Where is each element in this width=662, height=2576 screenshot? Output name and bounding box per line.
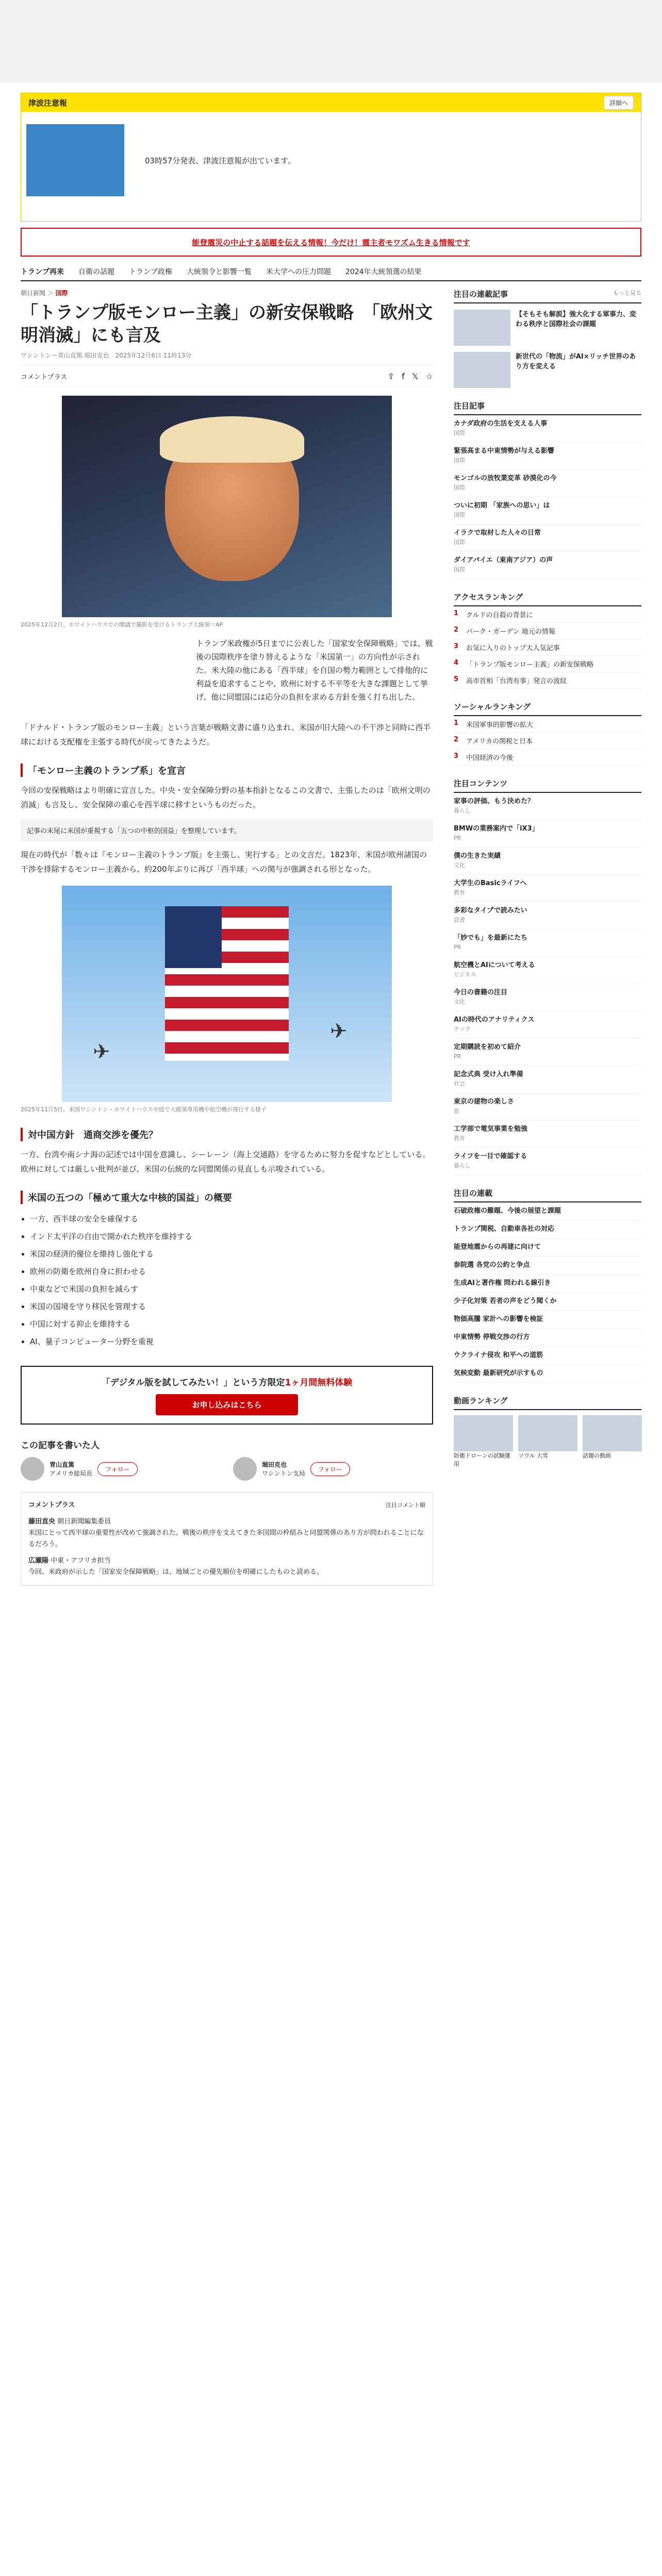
list-item: • 米国の国境を守り移民を管理する [30, 1298, 433, 1315]
list-item[interactable] [454, 1011, 641, 1039]
comment-heading: コメントプラス [28, 1501, 75, 1509]
ranking-item[interactable] [454, 623, 641, 639]
feature-item[interactable] [454, 310, 641, 346]
thumbnail [454, 310, 510, 346]
lede-spacer [21, 637, 196, 714]
alert-message: 03時57分発表、津波注意報が出ています。 [145, 156, 295, 165]
flag-canton [165, 906, 222, 968]
list-item[interactable] [454, 415, 641, 443]
list-title: ダイアパイエ（東南アジア）の声 [454, 556, 553, 564]
tab-2[interactable]: トランプ政権 [129, 268, 172, 276]
body-paragraph-3: 現在の時代が「数々は『モンロー主義のトランプ版』を主張し、実行する」との文言だ。1823年、米国が欧州諸国の干渉を排除するモンロー主義から、約200年ぶりに再び「西半球」への関与が強調される形となった。 [21, 850, 427, 874]
list-section: 国際 [454, 484, 465, 491]
rank-number: 3 [454, 642, 459, 650]
crumb-site[interactable]: 朝日新聞 [21, 290, 46, 297]
sidebar-heading-text: 動画ランキング [454, 1396, 508, 1405]
list-item: • インド太平洋の自由で開かれた秩序を維持する [30, 1228, 433, 1245]
list-title: 航空機とAIについて考える [454, 961, 535, 969]
rank-title: 米国軍事的影響の拡大 [466, 721, 534, 729]
list-section: 暮らし [454, 807, 471, 814]
list-item[interactable]: トランプ関税、自動車各社の対応 [454, 1221, 641, 1239]
sidebar-heading [454, 591, 641, 606]
list-title: ついに初期 「家族への思い」は [454, 502, 550, 510]
ranking-item[interactable] [454, 606, 641, 623]
byline: ワシントン＝青山直篤 堀田克也 2025年12月6日 11時13分 [21, 352, 192, 359]
list-section: PR [454, 1053, 461, 1060]
sidebar-heading [454, 1188, 641, 1202]
list-title: イラクで取材した人々の日常 [454, 529, 541, 537]
sidebar-heading [454, 289, 641, 303]
list-item: • 欧州の防衛を欧州自身に担わせる [30, 1263, 433, 1280]
article-list [454, 415, 641, 579]
tab-0[interactable]: トランプ再来 [21, 268, 64, 276]
video-item[interactable] [454, 1415, 513, 1468]
list-item[interactable] [454, 929, 641, 957]
rank-number: 2 [454, 736, 459, 743]
sidebar-heading-text: 注目記事 [454, 401, 485, 411]
list-section: 国際 [454, 566, 465, 573]
rank-number: 1 [454, 719, 459, 727]
list-item: • 米国の経済的優位を維持し強化する [30, 1245, 433, 1263]
alert-bar [21, 93, 641, 112]
list-item[interactable]: 中東情勢 停戦交渉の行方 [454, 1329, 641, 1347]
list-title: モンゴルの放牧業変革 砂漠化の今 [454, 474, 557, 482]
sidebar-heading-text: ソーシャルランキング [454, 702, 531, 711]
top-ad-area [0, 0, 662, 82]
list-section: 教育 [454, 1135, 465, 1142]
list-title: 定期購読を初めて紹介 [454, 1043, 521, 1051]
breadcrumb: 朝日新聞 ＞ 国際 [21, 290, 68, 297]
sidebar-heading-text: 注目の連載記事 [454, 290, 508, 299]
trial-promo [21, 1366, 433, 1425]
promo-highlight: 1ヶ月間無料体験 [285, 1378, 353, 1388]
commenter-role: 朝日新聞編集委員 [57, 1518, 111, 1526]
hero-caption: 2025年12月2日、ホワイトハウスでの閣議で撮影を受けるトランプ大統領＝AP [21, 621, 223, 628]
list-item[interactable]: 気候変動 最新研究が示すもの [454, 1365, 641, 1383]
body-paragraph-4: 一方、台湾や南シナ海の記述では中国を意識し、シーレーン（海上交通路）を守るために努力を促すなどとしている。欧州に対しては厳しい批判が並び、米国の伝統的な同盟関係の見直しも示唆されている。 [21, 1150, 431, 1174]
flag-photo [62, 886, 392, 1102]
tsunami-alert [21, 93, 641, 222]
sidebar-heading-text: 注目コンテンツ [454, 779, 508, 788]
rank-title: お気に入りのトップ大人気記事 [466, 645, 560, 652]
list-section: 読書 [454, 917, 465, 923]
list-item[interactable] [454, 793, 641, 820]
sidebar [454, 289, 641, 1468]
thumbnail [454, 352, 510, 388]
summary-note[interactable]: 記事の末尾に米国が重視する「五つの中枢的国益」を整理しています。 [21, 819, 433, 841]
list-title: 記念式典 受け入れ準備 [454, 1071, 523, 1078]
share-icon[interactable]: ⇪ [387, 371, 395, 381]
promo-lead: 「デジタル版を試してみたい！」という方限定 [101, 1378, 285, 1388]
list-item[interactable] [454, 552, 641, 579]
article-title: 「トランプ版モンロー主義」の新安保戦略 「欧州文明消滅」にも言及 [21, 302, 433, 346]
feature-item[interactable] [454, 352, 641, 388]
author-name[interactable]: 青山直篤 [49, 1461, 75, 1468]
list-item[interactable] [454, 957, 641, 984]
list-item[interactable] [454, 1121, 641, 1148]
list-item: • AI、量子コンピューター分野を重視 [30, 1333, 433, 1350]
list-section: 文化 [454, 998, 465, 1005]
ranking-item[interactable] [454, 656, 641, 672]
list-title: AIの時代のアナリティクス [454, 1016, 535, 1024]
list-item[interactable]: ウクライナ侵攻 和平への道筋 [454, 1347, 641, 1365]
comment-text: 米国にとって西半球の重要性が改めて強調された。戦後の秩序を支えてきた多国間の枠組みと同盟関係のあり方が問われることになるだろう。 [28, 1529, 424, 1548]
commenter-name[interactable]: 広瀬陽 [28, 1557, 49, 1565]
ranking-item[interactable] [454, 639, 641, 656]
share-icons [388, 371, 433, 381]
crumb-section[interactable]: 国際 [55, 290, 68, 297]
list-title: 多彩なタイプで読みたい [454, 907, 527, 914]
feature-title: 新世代の「物流」がAI×リッチ世界のあり方を変える [516, 353, 636, 370]
list-section: 国際 [454, 457, 465, 464]
section-heading-summary: 米国の五つの「極めて重大な中核的国益」の概要 [21, 1191, 433, 1204]
list-title: BMWの業務案内で「iX3」 [454, 825, 539, 833]
alert-title: 津波注意報 [28, 98, 68, 108]
list-section: PR [454, 835, 461, 841]
rank-number: 5 [454, 675, 459, 683]
list-item[interactable]: 少子化対策 若者の声をどう聞くか [454, 1293, 641, 1311]
comment-plus-label[interactable]: コメントプラス [21, 373, 68, 381]
author-name[interactable]: 堀田克也 [262, 1461, 287, 1468]
list-item[interactable]: 生成AIと著作権 問われる線引き [454, 1275, 641, 1293]
author-role: ワシントン支局 [262, 1470, 305, 1477]
list-item[interactable]: 能登地震からの再建に向けて [454, 1239, 641, 1257]
avatar[interactable] [233, 1457, 257, 1481]
list-item[interactable] [454, 443, 641, 470]
list-item[interactable] [454, 1148, 641, 1175]
list-section: 国際 [454, 539, 465, 546]
list-item: • 中国に対する抑止を維持する [30, 1315, 433, 1333]
list-title: 緊張高まる中東情勢が与える影響 [454, 447, 555, 455]
list-section: テック [454, 1026, 471, 1032]
rank-title: 高市首相「台湾有事」発言の波紋 [466, 677, 567, 685]
section-heading-monroe: 「モンロー主義のトランプ系」を宣言 [21, 764, 433, 777]
list-item: • 中東などで米国の負担を減らす [30, 1280, 433, 1298]
list-item[interactable] [454, 875, 641, 902]
list-item[interactable]: 石破政権の難題、今後の展望と課題 [454, 1202, 641, 1221]
list-item[interactable] [454, 984, 641, 1011]
comment-text: 今回、米政府が示した「国家安全保障戦略」は、地域ごとの優先順位を明確にしたものと読める。 [28, 1568, 324, 1576]
alert-detail-button[interactable]: 詳細へ [604, 96, 634, 110]
ranking-item[interactable] [454, 672, 641, 689]
video-item[interactable] [583, 1415, 642, 1468]
list-item[interactable] [454, 902, 641, 929]
list-title: ライフを一目で確認する [454, 1153, 527, 1160]
follow-button[interactable]: フォロー [97, 1462, 137, 1476]
list-title: 僕の生きた実績 [454, 852, 501, 860]
thumbnail [518, 1415, 577, 1451]
author-card [233, 1457, 433, 1481]
list-item[interactable]: 参院選 各党の公約と争点 [454, 1257, 641, 1275]
list-section: PR [454, 944, 461, 951]
rank-title: 中国経済の今後 [466, 754, 514, 762]
author-role: アメリカ総局長 [49, 1470, 93, 1477]
portrait-hair [160, 416, 304, 463]
pickup-list [454, 793, 641, 1175]
author-list [21, 1457, 433, 1481]
list-item[interactable] [454, 1039, 641, 1066]
list-section: 国際 [454, 430, 465, 436]
more-link[interactable]: もっと見る [613, 290, 641, 296]
link-list [454, 1202, 641, 1383]
sidebar-heading-text: 注目の連載 [454, 1189, 493, 1198]
author-heading: この記事を書いた人 [21, 1440, 100, 1451]
promo-text [30, 1375, 424, 1388]
list-title: 家事の評価、もう決めた？ [454, 798, 535, 805]
thumbnail [454, 1415, 513, 1451]
article-toolbar [21, 366, 433, 386]
list-title: カナダ政府の生活を支える人事 [454, 420, 548, 428]
follow-button[interactable]: フォロー [310, 1462, 350, 1476]
author-section [21, 1438, 433, 1481]
tab-4[interactable]: 米大学への圧力問題 [266, 268, 331, 276]
plane-icon: ✈ [330, 1020, 347, 1043]
commenter-name[interactable]: 藤田直央 [28, 1518, 56, 1526]
topic-tabs [21, 263, 641, 281]
video-title: 防衛ドローンの試験運用 [454, 1452, 510, 1467]
list-section: 教育 [454, 889, 465, 896]
list-item[interactable] [454, 1093, 641, 1121]
list-title: 「妙でも」を最新にたち [454, 934, 528, 942]
comment-item [28, 1555, 425, 1578]
facebook-icon[interactable]: f [402, 371, 405, 381]
comment-plus [21, 1492, 433, 1586]
hero-photo [62, 396, 392, 617]
list-title: 大学生のBasicライフへ [454, 879, 527, 887]
video-title: 話題の動画 [583, 1452, 611, 1459]
video-carousel [454, 1415, 641, 1468]
campaign-banner[interactable]: 能登震災の中止する話題を伝える情報！今だけ！震主者モワズム生きる情報です [21, 228, 641, 257]
video-item[interactable] [518, 1415, 577, 1468]
list-section: ビジネス [454, 971, 476, 978]
body-paragraph-2: 今回の安保戦略はより明確に宣言した。中央・安全保障分野の基本指針となるこの文書で、主張したのは「欧州文明の消滅」も言及し、安全保障の重心を西半球に移すというものだった。 [21, 786, 431, 809]
comment-item [28, 1516, 425, 1550]
list-section: 社会 [454, 1080, 465, 1087]
sidebar-heading [454, 701, 641, 716]
x-icon[interactable]: 𝕏 [411, 371, 419, 381]
list-section: 暮らし [454, 1162, 471, 1169]
tab-1[interactable]: 自衛の話題 [78, 268, 114, 276]
rank-number: 2 [454, 626, 459, 634]
list-item: • 一方、西半球の安全を確保する [30, 1210, 433, 1228]
thumbnail [583, 1415, 642, 1451]
lede [21, 637, 433, 714]
ranking-item[interactable] [454, 716, 641, 733]
commenter-role: 中東・アフリカ担当 [51, 1557, 111, 1565]
list-section: 旅 [454, 1108, 459, 1114]
rank-title: 「トランプ版モンロー主義」の新安保戦略 [466, 661, 594, 669]
avatar[interactable] [21, 1457, 44, 1481]
body-paragraph-1: 「ドナルド・トランプ版のモンロー主義」という言葉が戦略文書に盛り込まれ、米国が旧大陸への不干渉と同時に西半球における支配権を主張する時代が戻ってきたようだ。 [21, 723, 431, 747]
interest-list [30, 1210, 433, 1350]
article [21, 289, 433, 1586]
ranking-item[interactable] [454, 733, 641, 749]
comment-header [28, 1500, 425, 1511]
sidebar-heading [454, 1395, 641, 1410]
sidebar-heading [454, 400, 641, 415]
tab-5[interactable]: 2024年大統領選の結果 [345, 268, 422, 276]
video-title: ソウル 大雪 [518, 1452, 549, 1459]
signup-button[interactable]: お申し込みはこちら [156, 1394, 297, 1415]
bookmark-icon[interactable]: ☆ [425, 371, 433, 381]
rank-title: パーク・ガーデン 地元の情報 [466, 628, 555, 636]
rank-title: アメリカの関税と日本 [466, 738, 533, 745]
tsunami-map [26, 124, 124, 196]
rank-number: 1 [454, 609, 459, 617]
list-title: 今日の書籍の注目 [454, 989, 508, 996]
comment-sort[interactable]: 注目コメント順 [386, 1502, 425, 1509]
rank-title: クルドの自殺の背景に [466, 612, 533, 619]
ranking-item[interactable] [454, 749, 641, 766]
sidebar-heading-text: アクセスランキング [454, 592, 523, 602]
list-title: 東京の建物の楽しさ [454, 1098, 515, 1106]
list-section: 国際 [454, 512, 465, 518]
feature-title: 【そもそも解説】強大化する軍事力、変わる秩序と国際社会の課題 [516, 311, 637, 328]
list-item[interactable]: 物価高騰 家計への影響を検証 [454, 1311, 641, 1329]
list-item[interactable] [454, 524, 641, 552]
lede-text: トランプ米政権が5日までに公表した「国家安全保障戦略」では、戦後の国際秩序を塗り替えるような「米国第一」の方向性が示された。米大陸の他にある「西半球」を自国の勢力範囲として排他的に利益を追求することや、欧州に対する不平等を大きな課題として挙げ、他に同盟国には応分の負担を求める方針を強く打ち出した。 [196, 639, 433, 702]
list-title: 工学部で電気事業を勉強 [454, 1125, 528, 1133]
list-item[interactable] [454, 820, 641, 848]
list-item[interactable] [454, 848, 641, 875]
section-heading-china: 対中国方針 通商交渉を優先？ [21, 1128, 433, 1141]
author-card [21, 1457, 221, 1481]
list-item[interactable] [454, 1066, 641, 1093]
rank-number: 4 [454, 659, 459, 667]
photo-caption: 2025年11月5日、米国ワシントン・ホワイトハウス中庭で大統領専用機や航空機が飛行する様子 [21, 1106, 267, 1113]
tab-3[interactable]: 大統領令と影響一覧 [187, 268, 252, 276]
sidebar-heading [454, 778, 641, 793]
rank-number: 3 [454, 752, 459, 760]
plane-icon: ✈ [93, 1040, 110, 1064]
list-item[interactable] [454, 470, 641, 497]
page [0, 82, 662, 2576]
list-item[interactable] [454, 497, 641, 524]
list-section: 文化 [454, 862, 465, 869]
